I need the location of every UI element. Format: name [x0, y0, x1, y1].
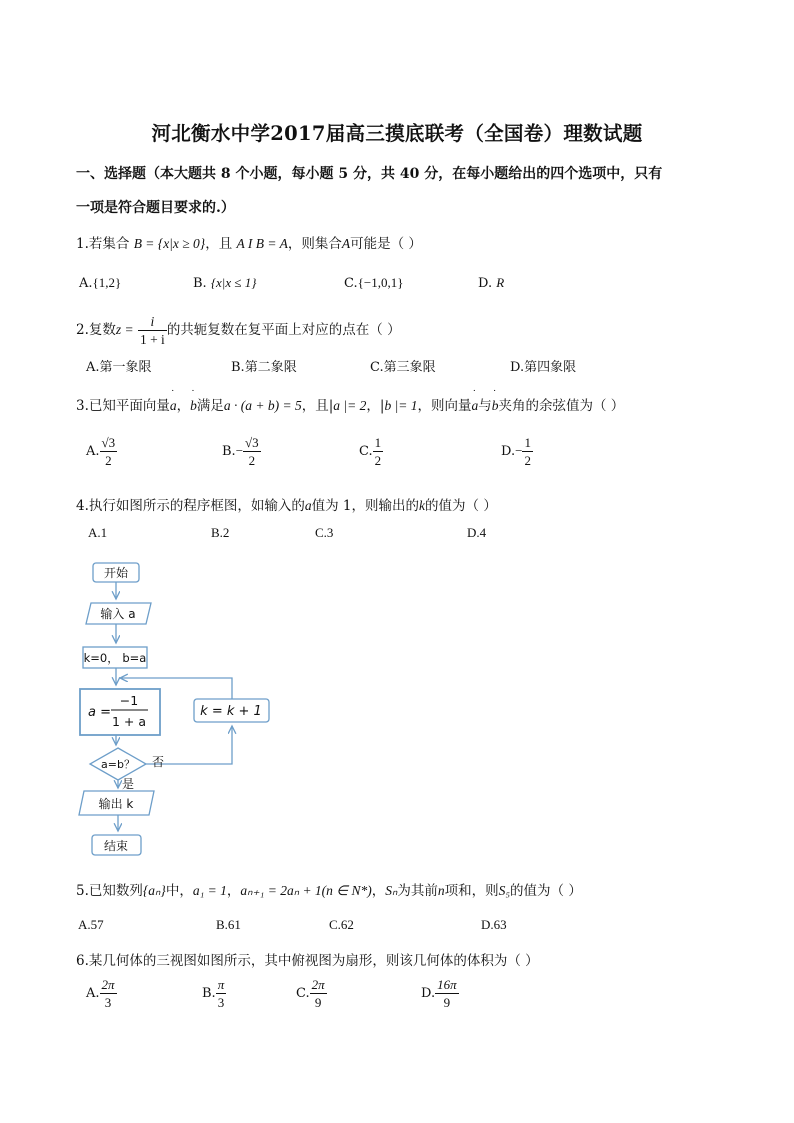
flow-output-label: 输出 k	[98, 797, 134, 811]
flow-end-label: 结束	[103, 839, 129, 853]
q2-option-c[interactable]: C.第三象限	[370, 360, 436, 375]
q5-option-c[interactable]: C.62	[329, 917, 354, 932]
q4-option-d[interactable]: D.4	[467, 525, 487, 540]
section-header-line1: 一、选择题（本大题共 8 个小题，每小题 5 分，共 40 分，在每小题给出的四个选项中，只有	[76, 166, 663, 182]
page-title: 河北衡水中学2017届高三摸底联考（全国卷）理数试题	[151, 122, 643, 145]
q6-option-c[interactable]: C. $\frac{2\pi}{9}$	[296, 977, 325, 1010]
flow-input-label: 输入 a	[100, 607, 136, 621]
q3-option-c[interactable]: C. $\frac{1}{2}$	[359, 435, 382, 468]
q4-option-a[interactable]: A.1	[88, 525, 108, 540]
q3-option-b[interactable]: B.− $\frac{√3}{2}$	[222, 435, 259, 468]
flow-yes-label: 是	[122, 777, 135, 791]
flow-no-label: 否	[152, 755, 165, 769]
question-4: 4.执行如图所示的程序框图，如输入的a值为 1，则输出的k的值为（ ）	[76, 498, 497, 514]
q2-fraction: $\frac{i}{1 + i}$	[139, 314, 165, 347]
q3-option-d[interactable]: D.− $\frac{1}{2}$	[501, 435, 531, 468]
flow-increment-label: k = k + 1	[200, 704, 262, 719]
q2-option-d[interactable]: D.第四象限	[510, 360, 577, 375]
q1-option-c[interactable]: C.{−1,0,1}	[344, 275, 404, 291]
flow-assign-num: −1	[119, 693, 139, 708]
q1-option-b[interactable]: B. {x|x ≤ 1}	[193, 275, 257, 291]
flow-start-label: 开始	[103, 566, 129, 580]
question-2: 2.复数z = $\frac{i}{1 + i}$ 的共轭复数在复平面上对应的点在（ ）	[76, 314, 401, 347]
q6-option-d[interactable]: D. $\frac{16\pi}{9}$	[421, 977, 457, 1010]
flow-decision-label: a=b？	[101, 758, 135, 771]
flow-assign-lhs: a =	[88, 705, 111, 720]
question-3: 3.已知平面向量˙ a，˙ b满足a · (a + b) = 5，且|a |= 2，|b |= 1，则向量˙ a与˙ b夹角的余弦值为（ ）	[76, 394, 624, 414]
q2-option-b[interactable]: B.第二象限	[231, 360, 297, 375]
question-5: 5.已知数列{aₙ}中，a₁ = 1，aₙ₊₁ = 2aₙ + 1(n ∈ N*)，Sₙ为其前n项和，则S₅的值为（ ）	[76, 883, 582, 899]
flow-init-label: k=0， b=a	[83, 651, 147, 665]
flow-assign-den: 1 + a	[111, 714, 147, 729]
q2-option-a[interactable]: A.第一象限	[86, 360, 152, 375]
q5-option-a[interactable]: A.57	[78, 917, 104, 932]
section-header-line2: 一项是符合题目要求的.）	[76, 200, 235, 216]
q6-option-a[interactable]: A. $\frac{2\pi}{3}$	[86, 977, 115, 1010]
q1-option-a[interactable]: A.{1,2}	[79, 275, 122, 291]
question-1: 1.若集合 B = {x|x ≥ 0}，且 A I B = A，则集合A可能是（ ）	[76, 236, 422, 252]
q5-option-b[interactable]: B.61	[216, 917, 241, 932]
q4-option-b[interactable]: B.2	[211, 525, 230, 540]
q3-option-a[interactable]: A. $\frac{√3}{2}$	[86, 435, 116, 468]
q6-option-b[interactable]: B. $\frac{\pi}{3}$	[202, 977, 225, 1010]
q5-option-d[interactable]: D.63	[481, 917, 507, 932]
q4-option-c[interactable]: C.3	[315, 525, 334, 540]
question-6: 6.某几何体的三视图如图所示，其中俯视图为扇形，则该几何体的体积为（ ）	[76, 953, 539, 969]
q1-option-d[interactable]: D. R	[478, 275, 505, 291]
